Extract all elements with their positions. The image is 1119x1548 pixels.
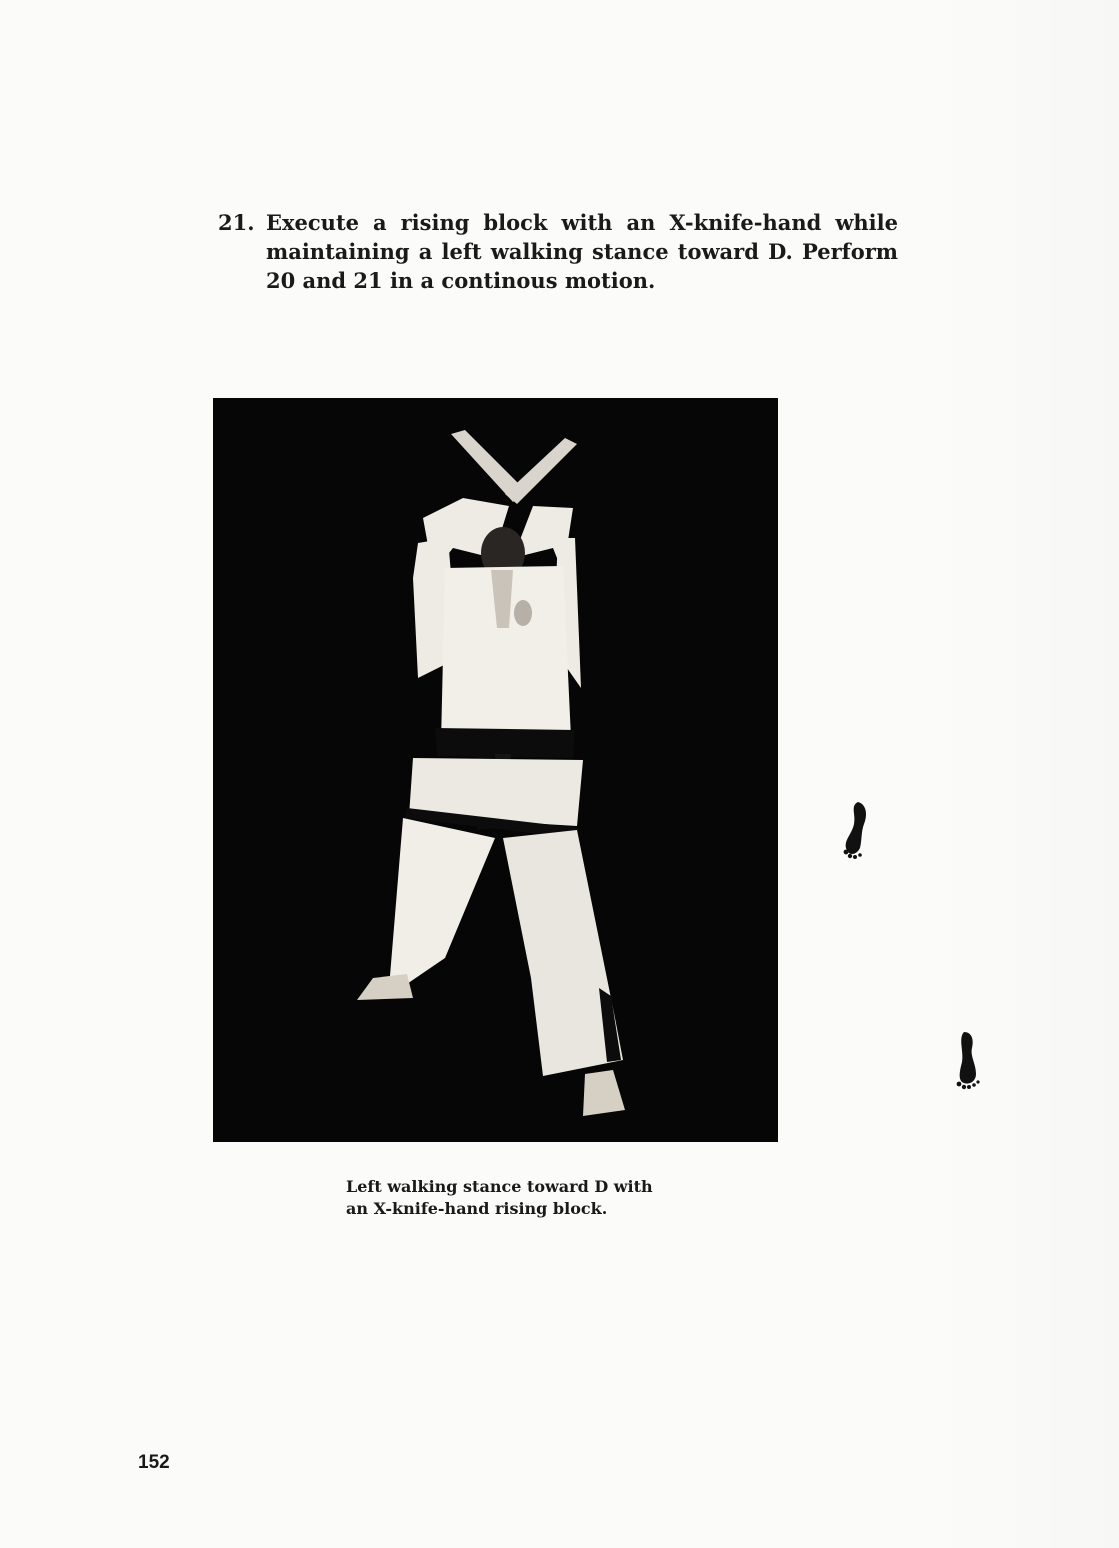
stance-photo <box>213 398 778 1142</box>
footprint-icon <box>838 800 872 864</box>
step-number: 21. <box>218 210 255 235</box>
footprint-icon <box>952 1030 986 1094</box>
figure-caption <box>346 1176 706 1220</box>
page-edge-shade <box>929 0 1119 1548</box>
step-description: Execute a rising block with an X-knife-hand while maintaining a left walking stance toward D. Perform 20 and 21 in a continous motion. <box>266 210 898 293</box>
page-number: 152 <box>138 1452 170 1473</box>
step-instruction <box>218 208 898 295</box>
caption-line-1: Left walking stance toward D with <box>346 1177 653 1196</box>
caption-line-2: an X-knife-hand rising block. <box>346 1199 608 1218</box>
martial-artist-figure <box>213 398 778 1142</box>
